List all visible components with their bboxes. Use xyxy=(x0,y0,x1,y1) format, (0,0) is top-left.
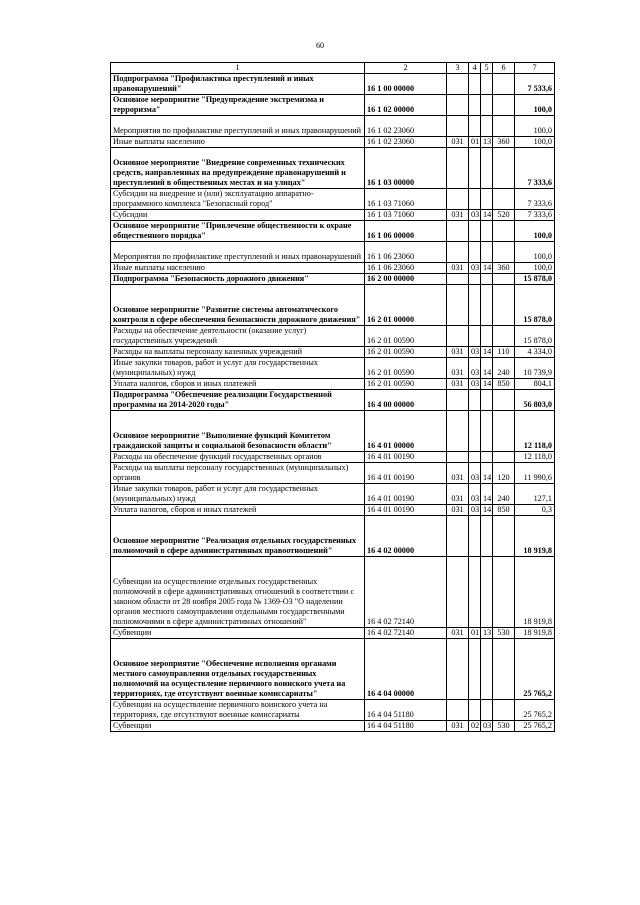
table-row xyxy=(111,628,555,639)
row-col3: 031 xyxy=(447,505,469,516)
row-col6 xyxy=(493,95,515,116)
row-col6 xyxy=(493,274,515,285)
row-col3 xyxy=(447,639,469,700)
row-amount: 11 990,6 xyxy=(515,463,555,484)
row-col5: 14 xyxy=(481,358,493,379)
row-name: Основное мероприятие "Привлечение общественности к охране общественного порядка" xyxy=(111,221,365,242)
row-name: Уплата налогов, сборов и иных платежей xyxy=(111,505,365,516)
row-code: 16 1 06 23060 xyxy=(365,242,447,263)
row-col5 xyxy=(481,74,493,95)
row-col5 xyxy=(481,221,493,242)
table-row xyxy=(111,242,555,263)
row-col5: 14 xyxy=(481,263,493,274)
table-row xyxy=(111,210,555,221)
row-col4 xyxy=(469,390,481,411)
row-name: Субвенции xyxy=(111,628,365,639)
row-col6: 530 xyxy=(493,721,515,732)
row-code: 16 1 06 00000 xyxy=(365,221,447,242)
row-code: 16 4 01 00190 xyxy=(365,452,447,463)
row-code: 16 2 00 00000 xyxy=(365,274,447,285)
row-code: 16 4 01 00000 xyxy=(365,411,447,452)
row-amount: 100,0 xyxy=(515,242,555,263)
row-col3 xyxy=(447,390,469,411)
table-row xyxy=(111,505,555,516)
row-amount: 7 333,6 xyxy=(515,189,555,210)
table-row xyxy=(111,95,555,116)
row-amount: 7 333,6 xyxy=(515,148,555,189)
row-col3: 031 xyxy=(447,379,469,390)
row-code: 16 2 01 00000 xyxy=(365,285,447,326)
row-col4 xyxy=(469,557,481,628)
row-col3: 031 xyxy=(447,463,469,484)
column-header: 3 xyxy=(447,63,469,74)
row-code: 16 1 06 23060 xyxy=(365,263,447,274)
row-col6 xyxy=(493,148,515,189)
row-name: Субвенции на осуществление отдельных государственных полномочий в сфере административных отношений в соответствии с законом области от 28 ноября 2005 года № 1369-ОЗ "О наделении органов местного самоуправления отдельными государственными полномочиями в сфере административных отношений" xyxy=(111,557,365,628)
row-code: 16 1 03 00000 xyxy=(365,148,447,189)
row-col5: 13 xyxy=(481,628,493,639)
row-name: Основное мероприятие "Выполнение функций Комитетом гражданской защиты и социальной безопасности области" xyxy=(111,411,365,452)
row-code: 16 4 04 00000 xyxy=(365,639,447,700)
table-header-row xyxy=(111,63,555,74)
row-code: 16 4 02 72140 xyxy=(365,557,447,628)
row-col3 xyxy=(447,452,469,463)
row-col4 xyxy=(469,411,481,452)
table-row xyxy=(111,390,555,411)
row-code: 16 4 01 00190 xyxy=(365,484,447,505)
row-col6 xyxy=(493,326,515,347)
row-amount: 7 533,6 xyxy=(515,74,555,95)
row-col5 xyxy=(481,411,493,452)
row-col5 xyxy=(481,700,493,721)
row-col5: 14 xyxy=(481,484,493,505)
row-col3 xyxy=(447,285,469,326)
table-row xyxy=(111,189,555,210)
row-col4 xyxy=(469,285,481,326)
row-name: Расходы на выплаты персоналу государственных (муниципальных) органов xyxy=(111,463,365,484)
row-name: Мероприятия по профилактике преступлений и иных правонарушений xyxy=(111,116,365,137)
row-col4: 03 xyxy=(469,379,481,390)
row-amount: 7 333,6 xyxy=(515,210,555,221)
row-name: Основное мероприятие "Предупреждение экстремизма и терроризма" xyxy=(111,95,365,116)
row-col4: 01 xyxy=(469,628,481,639)
row-name: Уплата налогов, сборов и иных платежей xyxy=(111,379,365,390)
row-col3: 031 xyxy=(447,347,469,358)
table-row xyxy=(111,137,555,148)
row-code: 16 1 02 23060 xyxy=(365,137,447,148)
budget-table xyxy=(110,62,555,732)
row-col5: 14 xyxy=(481,463,493,484)
row-code: 16 4 02 00000 xyxy=(365,516,447,557)
row-amount: 15 878,0 xyxy=(515,285,555,326)
column-header: 5 xyxy=(481,63,493,74)
row-col4 xyxy=(469,452,481,463)
table-row xyxy=(111,721,555,732)
row-col5 xyxy=(481,274,493,285)
row-name: Основное мероприятие "Обеспечение исполнения органами местного самоуправления отдельных государственных полномочий на осуществление первичного воинского учета на территориях, где отсутствуют военные комиссариаты" xyxy=(111,639,365,700)
row-name: Подпрограмма "Профилактика преступлений и иных правонарушений" xyxy=(111,74,365,95)
row-name: Подпрограмма "Обеспечение реализации Государственной программы на 2014-2020 годы" xyxy=(111,390,365,411)
table-row xyxy=(111,263,555,274)
row-col3 xyxy=(447,700,469,721)
row-amount: 4 334,0 xyxy=(515,347,555,358)
row-name: Основное мероприятие "Развитие системы автоматического контроля в сфере обеспечения безопасности дорожного движения" xyxy=(111,285,365,326)
column-header: 1 xyxy=(111,63,365,74)
row-col6 xyxy=(493,639,515,700)
row-code: 16 4 04 51180 xyxy=(365,721,447,732)
row-col6: 360 xyxy=(493,137,515,148)
row-code: 16 1 00 00000 xyxy=(365,74,447,95)
column-header: 2 xyxy=(365,63,447,74)
row-code: 16 2 01 00590 xyxy=(365,358,447,379)
row-name: Иные выплаты населению xyxy=(111,137,365,148)
row-col4: 03 xyxy=(469,210,481,221)
row-col5 xyxy=(481,516,493,557)
row-col3: 031 xyxy=(447,210,469,221)
row-amount: 12 118,0 xyxy=(515,411,555,452)
row-name: Субвенции xyxy=(111,721,365,732)
column-header: 4 xyxy=(469,63,481,74)
row-col6 xyxy=(493,116,515,137)
row-amount: 100,0 xyxy=(515,221,555,242)
row-col3: 031 xyxy=(447,263,469,274)
row-amount: 100,0 xyxy=(515,137,555,148)
row-col5: 14 xyxy=(481,379,493,390)
row-col4 xyxy=(469,516,481,557)
table-row xyxy=(111,358,555,379)
row-col5 xyxy=(481,95,493,116)
row-name: Расходы на обеспечение функций государственных органов xyxy=(111,452,365,463)
row-col6 xyxy=(493,189,515,210)
row-col5 xyxy=(481,189,493,210)
row-amount: 12 118,0 xyxy=(515,452,555,463)
row-col3 xyxy=(447,221,469,242)
row-code: 16 4 01 00190 xyxy=(365,463,447,484)
page-number: 60 xyxy=(316,41,324,50)
row-col3 xyxy=(447,326,469,347)
row-col4: 01 xyxy=(469,137,481,148)
row-col4 xyxy=(469,274,481,285)
row-amount: 25 765,2 xyxy=(515,639,555,700)
row-name: Мероприятия по профилактике преступлений и иных правонарушений xyxy=(111,242,365,263)
table-row xyxy=(111,452,555,463)
row-col6: 360 xyxy=(493,263,515,274)
row-col6: 850 xyxy=(493,379,515,390)
row-col6 xyxy=(493,221,515,242)
row-col3 xyxy=(447,274,469,285)
row-col4: 03 xyxy=(469,358,481,379)
table-row xyxy=(111,116,555,137)
row-col4 xyxy=(469,95,481,116)
row-col6 xyxy=(493,390,515,411)
row-col6 xyxy=(493,285,515,326)
row-amount: 100,0 xyxy=(515,95,555,116)
row-name: Иные закупки товаров, работ и услуг для государственных (муниципальных) нужд xyxy=(111,484,365,505)
row-col5: 14 xyxy=(481,347,493,358)
row-code: 16 4 02 72140 xyxy=(365,628,447,639)
row-code: 16 4 01 00190 xyxy=(365,505,447,516)
row-amount: 18 919,8 xyxy=(515,516,555,557)
row-amount: 25 765,2 xyxy=(515,700,555,721)
row-col3 xyxy=(447,242,469,263)
row-col3 xyxy=(447,516,469,557)
row-col4 xyxy=(469,639,481,700)
row-col6: 850 xyxy=(493,505,515,516)
row-name: Расходы на выплаты персоналу казенных учреждений xyxy=(111,347,365,358)
row-col5 xyxy=(481,557,493,628)
row-amount: 25 765,2 xyxy=(515,721,555,732)
table-row xyxy=(111,557,555,628)
row-name: Субсидии xyxy=(111,210,365,221)
table-row xyxy=(111,274,555,285)
column-header: 7 xyxy=(515,63,555,74)
row-col5 xyxy=(481,452,493,463)
row-amount: 0,3 xyxy=(515,505,555,516)
row-col3 xyxy=(447,411,469,452)
row-col3 xyxy=(447,116,469,137)
row-code: 16 4 04 51180 xyxy=(365,700,447,721)
row-amount: 15 878,0 xyxy=(515,274,555,285)
row-col6 xyxy=(493,700,515,721)
table-row xyxy=(111,74,555,95)
row-col4: 03 xyxy=(469,347,481,358)
row-col3: 031 xyxy=(447,358,469,379)
table-row xyxy=(111,285,555,326)
table-row xyxy=(111,463,555,484)
row-amount: 10 739,9 xyxy=(515,358,555,379)
row-name: Субсидии на внедрение и (или) эксплуатацию аппаратно-программного комплекса "Безопасный город" xyxy=(111,189,365,210)
table-row xyxy=(111,411,555,452)
row-amount: 100,0 xyxy=(515,263,555,274)
row-code: 16 2 01 00590 xyxy=(365,379,447,390)
row-col6: 240 xyxy=(493,358,515,379)
row-name: Основное мероприятие "Реализация отдельных государственных полномочий в сфере административных правоотношений" xyxy=(111,516,365,557)
row-col4 xyxy=(469,148,481,189)
row-col4: 03 xyxy=(469,505,481,516)
row-amount: 56 803,0 xyxy=(515,390,555,411)
table-row xyxy=(111,516,555,557)
row-name: Субвенции на осуществление первичного воинского учета на территориях, где отсутствуют военные комиссариаты xyxy=(111,700,365,721)
row-col3 xyxy=(447,148,469,189)
row-col6: 520 xyxy=(493,210,515,221)
row-code: 16 1 02 23060 xyxy=(365,116,447,137)
row-col3: 031 xyxy=(447,484,469,505)
row-col3: 031 xyxy=(447,137,469,148)
row-col5: 14 xyxy=(481,210,493,221)
row-col5 xyxy=(481,639,493,700)
row-name: Иные выплаты населению xyxy=(111,263,365,274)
row-col5 xyxy=(481,285,493,326)
row-col3 xyxy=(447,189,469,210)
table-row xyxy=(111,148,555,189)
row-amount: 18 919,8 xyxy=(515,557,555,628)
row-code: 16 1 02 00000 xyxy=(365,95,447,116)
row-col5 xyxy=(481,242,493,263)
row-code: 16 2 01 00590 xyxy=(365,347,447,358)
row-name: Основное мероприятие "Внедрение современных технических средств, направленных на предупреждение правонарушений и преступлений в общественных местах и на улицах" xyxy=(111,148,365,189)
row-code: 16 4 00 00000 xyxy=(365,390,447,411)
row-amount: 100,0 xyxy=(515,116,555,137)
row-col6 xyxy=(493,411,515,452)
row-amount: 127,1 xyxy=(515,484,555,505)
row-col4 xyxy=(469,116,481,137)
row-code: 16 2 01 00590 xyxy=(365,326,447,347)
table-row xyxy=(111,484,555,505)
row-col5 xyxy=(481,148,493,189)
row-code: 16 1 03 71060 xyxy=(365,189,447,210)
row-name: Подпрограмма "Безопасность дорожного движения" xyxy=(111,274,365,285)
row-col4 xyxy=(469,74,481,95)
table-row xyxy=(111,379,555,390)
table-row xyxy=(111,639,555,700)
row-col6 xyxy=(493,74,515,95)
row-name: Иные закупки товаров, работ и услуг для государственных (муниципальных) нужд xyxy=(111,358,365,379)
row-col5: 13 xyxy=(481,137,493,148)
column-header: 6 xyxy=(493,63,515,74)
row-amount: 804,1 xyxy=(515,379,555,390)
row-col4: 03 xyxy=(469,484,481,505)
row-col4: 03 xyxy=(469,463,481,484)
row-amount: 18 919,8 xyxy=(515,628,555,639)
table-row xyxy=(111,700,555,721)
row-amount: 15 878,0 xyxy=(515,326,555,347)
row-col4 xyxy=(469,700,481,721)
row-col6: 110 xyxy=(493,347,515,358)
row-col6: 530 xyxy=(493,628,515,639)
row-col4: 02 xyxy=(469,721,481,732)
table-row xyxy=(111,221,555,242)
row-col5 xyxy=(481,390,493,411)
row-col5: 14 xyxy=(481,505,493,516)
row-col3 xyxy=(447,74,469,95)
row-col4 xyxy=(469,242,481,263)
row-col4 xyxy=(469,189,481,210)
row-name: Расходы на обеспечение деятельности (оказание услуг) государственных учреждений xyxy=(111,326,365,347)
row-col3: 031 xyxy=(447,628,469,639)
row-code: 16 1 03 71060 xyxy=(365,210,447,221)
table-row xyxy=(111,347,555,358)
row-col6 xyxy=(493,242,515,263)
row-col6 xyxy=(493,557,515,628)
row-col6 xyxy=(493,452,515,463)
row-col6: 240 xyxy=(493,484,515,505)
row-col5 xyxy=(481,326,493,347)
row-col3 xyxy=(447,557,469,628)
row-col6 xyxy=(493,516,515,557)
row-col5 xyxy=(481,116,493,137)
row-col4: 03 xyxy=(469,263,481,274)
row-col3 xyxy=(447,95,469,116)
row-col6: 120 xyxy=(493,463,515,484)
row-col3: 031 xyxy=(447,721,469,732)
row-col5: 03 xyxy=(481,721,493,732)
row-col4 xyxy=(469,221,481,242)
table-row xyxy=(111,326,555,347)
row-col4 xyxy=(469,326,481,347)
